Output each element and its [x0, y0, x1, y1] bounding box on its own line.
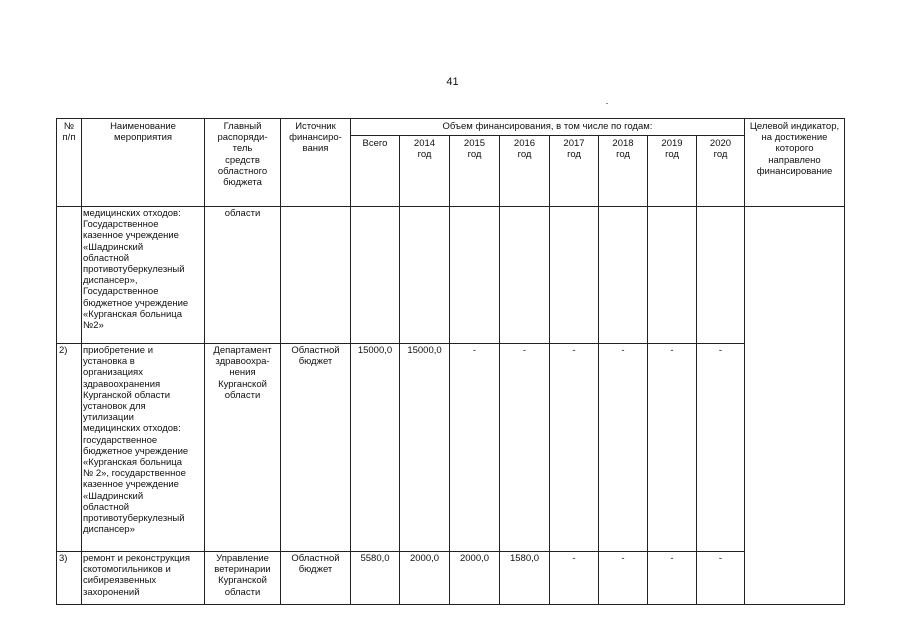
- header-indicator: Целевой индикатор, на достижение которого направлено финансирование: [745, 119, 845, 207]
- row-year-value: [697, 207, 745, 344]
- header-name: Наименование мероприятия: [82, 119, 205, 207]
- row-total: [351, 207, 400, 344]
- row-year-value: [599, 207, 648, 344]
- table-row: [57, 552, 845, 605]
- row-source: Областной бюджет: [281, 552, 351, 605]
- table-row: [57, 344, 845, 552]
- row-year-value: [648, 207, 697, 344]
- row-source: Областной бюджет: [281, 344, 351, 552]
- header-year: 2018 год: [599, 136, 648, 207]
- row-no: [57, 207, 82, 344]
- row-year-value: [550, 207, 599, 344]
- header-year: 2020 год: [697, 136, 745, 207]
- header-year: 2014 год: [400, 136, 450, 207]
- row-total: 5580,0: [351, 552, 400, 605]
- row-year-value: [500, 207, 550, 344]
- row-no: 2): [57, 344, 82, 552]
- row-year-value: 2000,0: [400, 552, 450, 605]
- row-year-value: -: [550, 344, 599, 552]
- page-number: 41: [446, 76, 459, 88]
- scan-artifact: [606, 103, 608, 104]
- row-indicator: [745, 207, 845, 605]
- row-name: ремонт и реконструкция скотомогильников и сибиреязвенных захоронений: [82, 552, 205, 605]
- row-year-value: -: [550, 552, 599, 605]
- row-name: приобретение и установка в организациях здравоохранения Курганской области установок для утилизации медицинских отходов: государственное бюджетное учреждение «Курганская больница № 2», государственное казенное учреждение «Шадринский областной противотуберкулезный диспансер»: [82, 344, 205, 552]
- row-name: медицинских отходов: Государственное казенное учреждение «Шадринский областной противотуберкулезный диспансер», Государственное бюджетное учреждение «Курганская больница №2»: [82, 207, 205, 344]
- row-manager: Управление ветеринарии Курганской области: [205, 552, 281, 605]
- row-manager: области: [205, 207, 281, 344]
- row-manager: Департамент здравоохра- нения Курганской области: [205, 344, 281, 552]
- header-manager: Главный распоряди- тель средств областного бюджета: [205, 119, 281, 207]
- row-year-value: 2000,0: [450, 552, 500, 605]
- row-year-value: -: [697, 344, 745, 552]
- table-row: [57, 207, 845, 344]
- financing-table: [56, 118, 845, 605]
- row-year-value: -: [500, 344, 550, 552]
- header-volume: Объем финансирования, в том числе по годам:: [351, 119, 745, 136]
- header-year: 2015 год: [450, 136, 500, 207]
- header-no: № п/п: [57, 119, 82, 207]
- header-row-1: [57, 119, 845, 136]
- row-year-value: 1580,0: [500, 552, 550, 605]
- header-year: 2016 год: [500, 136, 550, 207]
- header-year: 2017 год: [550, 136, 599, 207]
- row-year-value: -: [648, 344, 697, 552]
- row-year-value: -: [648, 552, 697, 605]
- row-year-value: 15000,0: [400, 344, 450, 552]
- header-total: Всего: [351, 136, 400, 207]
- row-total: 15000,0: [351, 344, 400, 552]
- row-year-value: [450, 207, 500, 344]
- row-year-value: [400, 207, 450, 344]
- row-no: 3): [57, 552, 82, 605]
- row-year-value: -: [599, 344, 648, 552]
- row-year-value: -: [697, 552, 745, 605]
- header-source: Источник финансиро- вания: [281, 119, 351, 207]
- row-year-value: -: [599, 552, 648, 605]
- row-source: [281, 207, 351, 344]
- header-year: 2019 год: [648, 136, 697, 207]
- row-year-value: -: [450, 344, 500, 552]
